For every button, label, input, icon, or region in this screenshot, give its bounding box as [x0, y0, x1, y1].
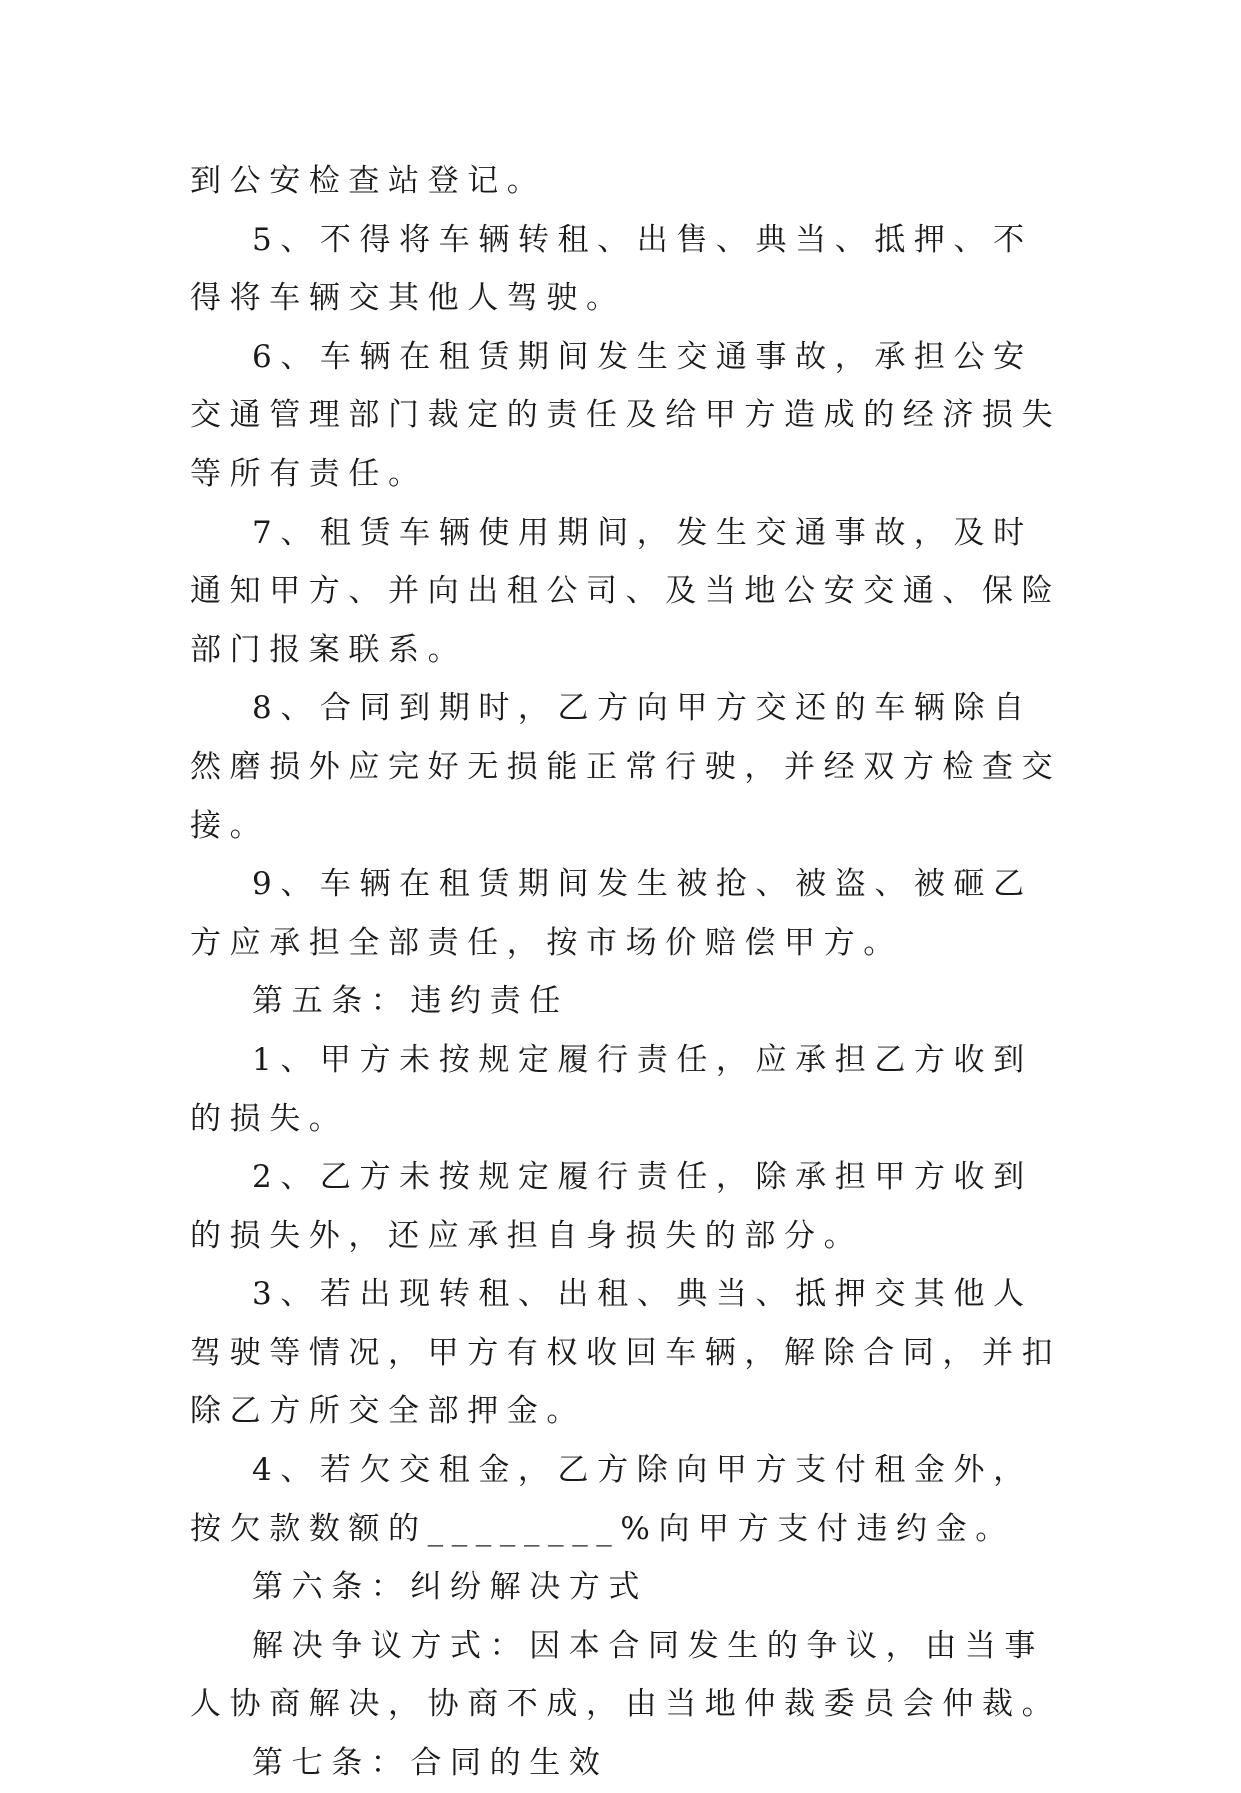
clause-8: 8、合同到期时，乙方向甲方交还的车辆除自然磨损外应完好无损能正常行驶，并经双方检查交接。	[190, 690, 1062, 844]
article-5-item-3: 3、若出现转租、出租、典当、抵押交其他人驾驶等情况，甲方有权收回车辆，解除合同，并扣除乙方所交全部押金。	[190, 1276, 1062, 1430]
article-7-heading: 第七条：合同的生效	[252, 1745, 609, 1782]
paragraph-continuation: 到公安检查站登记。	[190, 163, 547, 199]
clause-6: 6、车辆在租赁期间发生交通事故，承担公安交通管理部门裁定的责任及给甲方造成的经济损失等所有责任。	[190, 338, 1062, 492]
article-5-item-1: 1、甲方未按规定履行责任，应承担乙方收到的损失。	[190, 1041, 1033, 1137]
clause-5: 5、不得将车辆转租、出售、典当、抵押、不得将车辆交其他人驾驶。	[190, 221, 1033, 317]
article-6-body: 解决争议方式：因本合同发生的争议，由当事人协商解决，协商不成，由当地仲裁委员会仲裁。	[190, 1627, 1062, 1723]
article-5-item-2: 2、乙方未按规定履行责任，除承担甲方收到的损失外，还应承担自身损失的部分。	[190, 1159, 1033, 1254]
clause-7: 7、租赁车辆使用期间，发生交通事故，及时通知甲方、并向出租公司、及当地公安交通、保险部门报案联系。	[190, 514, 1062, 668]
article-5-heading: 第五条：违约责任	[252, 983, 569, 1020]
clause-9: 9、车辆在租赁期间发生被抢、被盗、被砸乙方应承担全部责任，按市场价赔偿甲方。	[190, 866, 1033, 961]
document-body	[190, 152, 1070, 1793]
article-5-item-4: 4、若欠交租金，乙方除向甲方支付租金外，按欠款数额的________%向甲方支付违约金。	[190, 1452, 1033, 1547]
article-6-heading: 第六条：纠纷解决方式	[252, 1569, 648, 1606]
